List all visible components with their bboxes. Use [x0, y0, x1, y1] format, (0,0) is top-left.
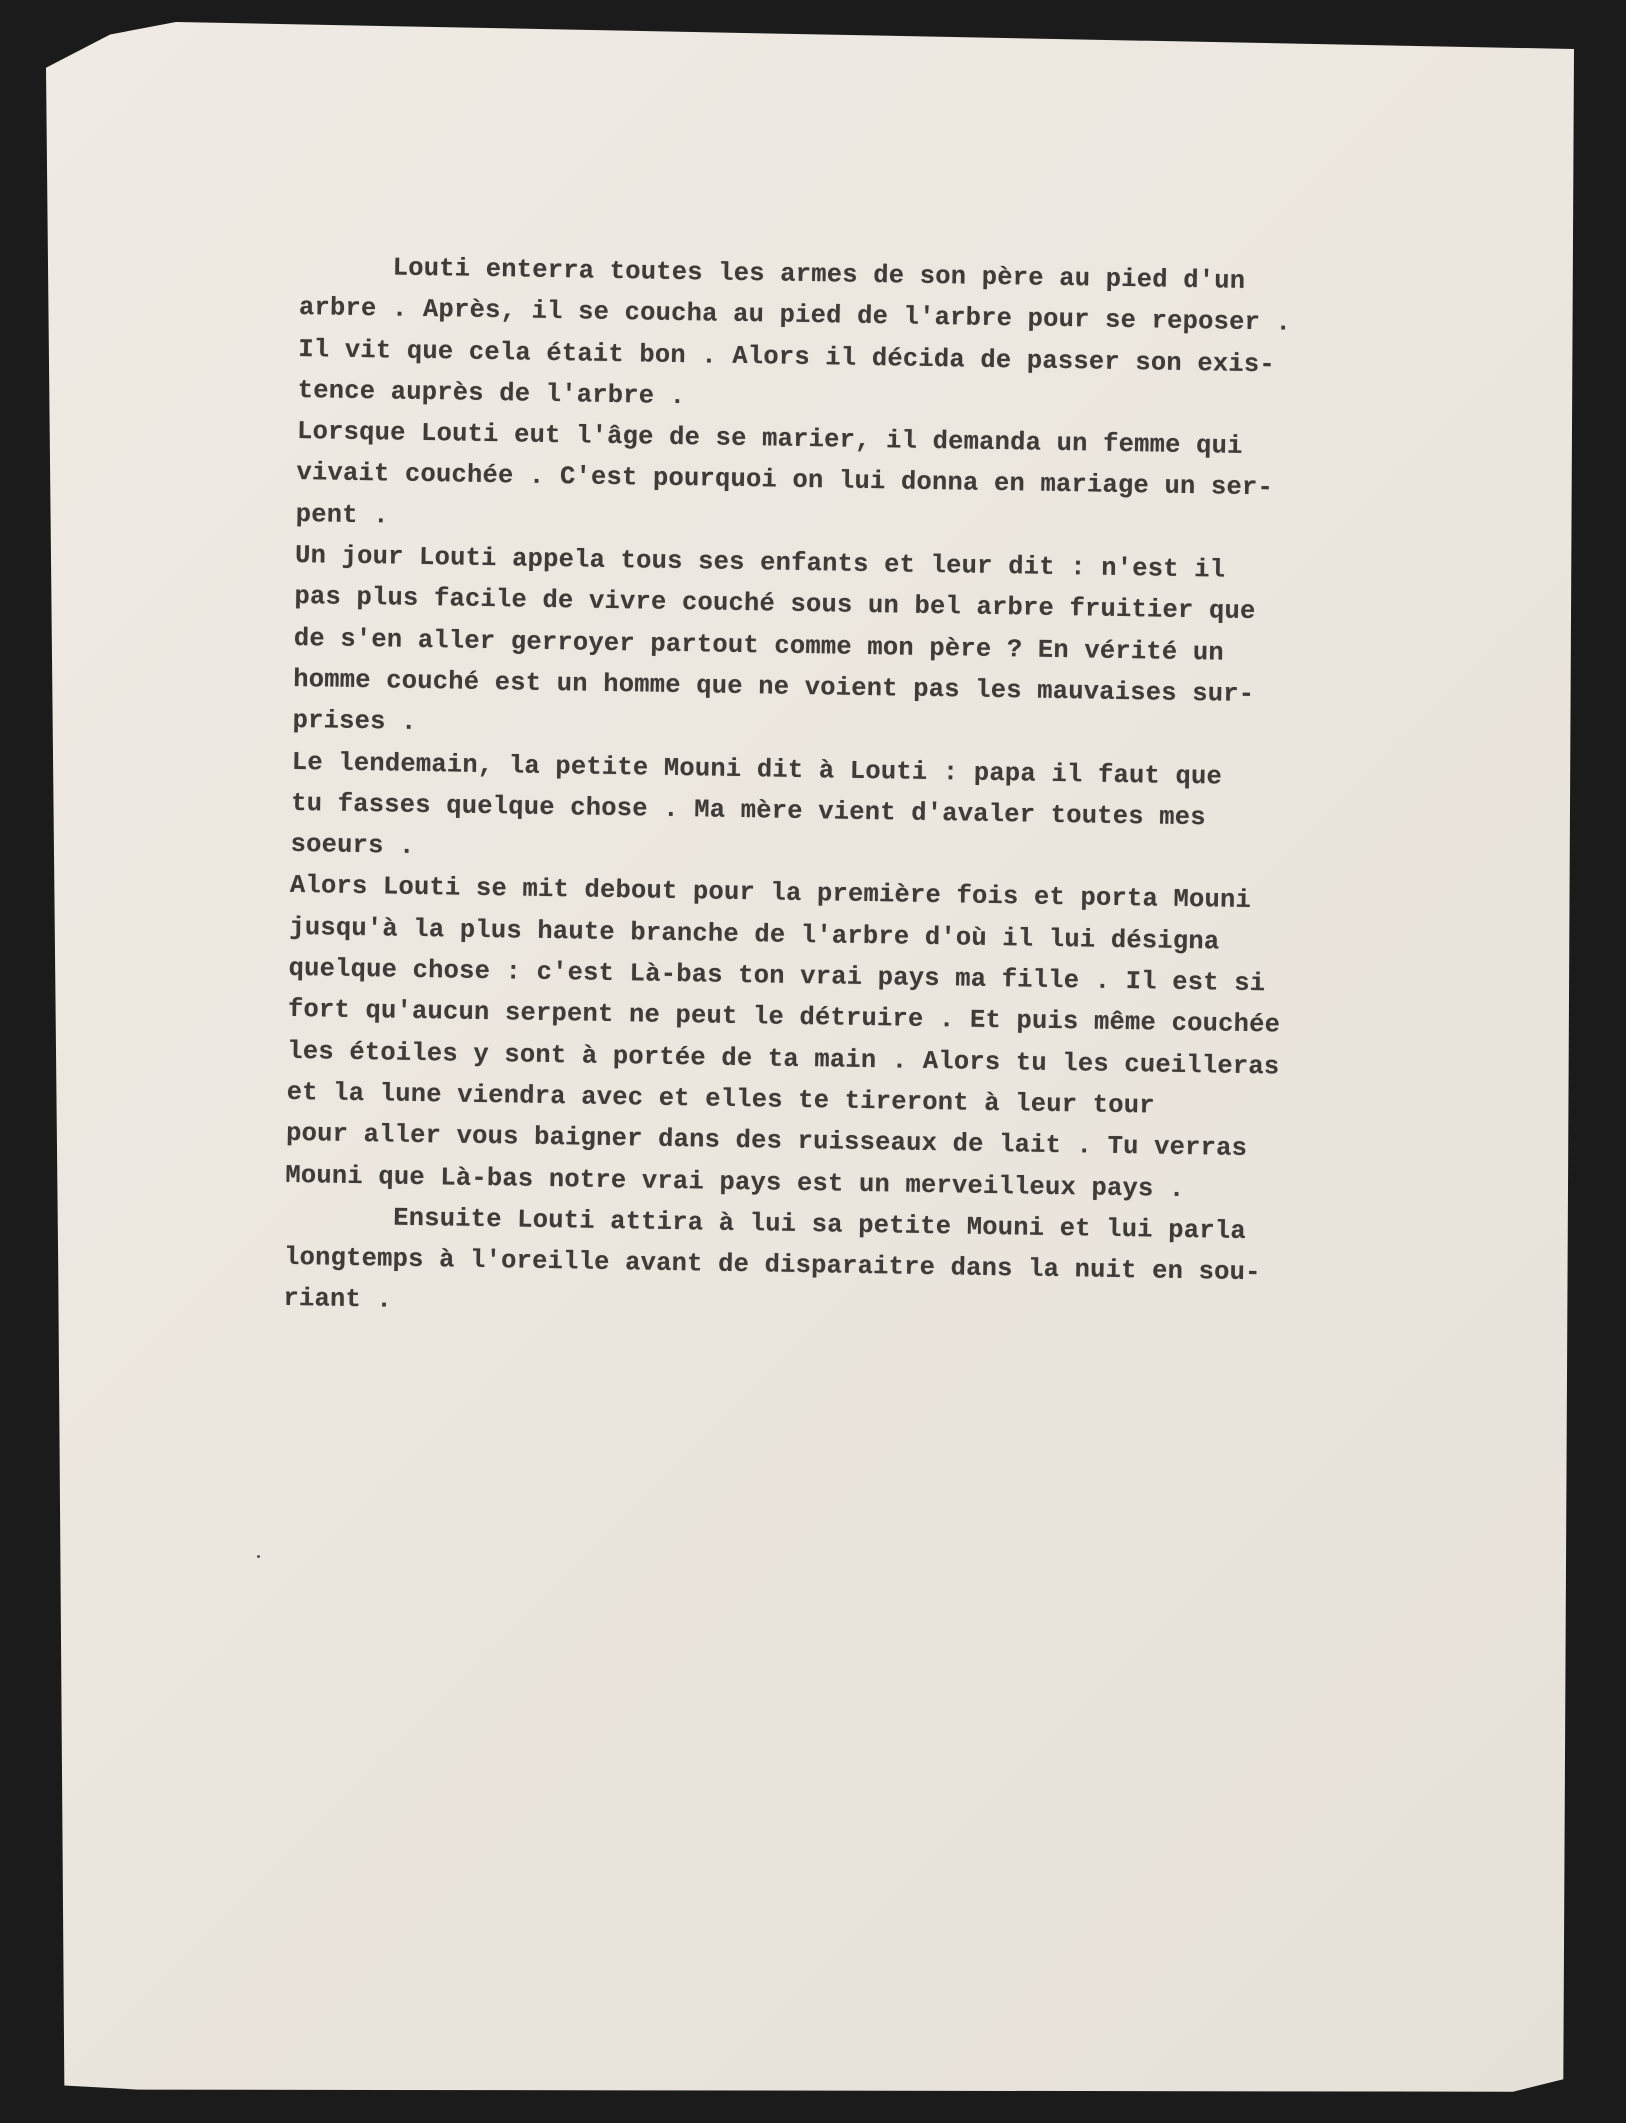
- text-line: pour aller vous baigner dans des ruisseaux de lait . Tu verras: [285, 1119, 1248, 1164]
- text-line: riant .: [283, 1284, 393, 1315]
- text-line: de s'en aller gerroyer partout comme mon père ? En vérité un: [293, 623, 1225, 668]
- text-line: vivait couchée . C'est pourquoi on lui donna en mariage un ser-: [296, 458, 1274, 503]
- text-line: arbre . Après, il se coucha au pied de l'arbre pour se reposer .: [298, 293, 1292, 338]
- text-line: Il vit que cela était bon . Alors il décida de passer son exis-: [298, 334, 1276, 379]
- text-line: Ensuite Louti attira à lui sa petite Mouni et lui parla: [284, 1201, 1247, 1246]
- text-line: longtemps à l'oreille avant de disparaitre dans la nuit en sou-: [283, 1243, 1261, 1288]
- text-line: prises .: [292, 706, 417, 738]
- typewritten-text: [283, 246, 1580, 1340]
- text-line: jusqu'à la plus haute branche de l'arbre d'où il lui désigna: [289, 912, 1220, 957]
- text-line: soeurs .: [290, 830, 415, 862]
- text-line: Louti enterra toutes les armes de son père au pied d'un: [299, 251, 1246, 296]
- text-line: Alors Louti se mit debout pour la première fois et porta Mouni: [289, 871, 1252, 916]
- text-line: homme couché est un homme que ne voient pas les mauvaises sur-: [292, 664, 1255, 710]
- paper-mark: [257, 1555, 260, 1558]
- text-line: tence auprès de l'arbre .: [297, 375, 686, 411]
- text-line: pent .: [295, 499, 390, 531]
- text-line: les étoiles y sont à portée de ta main . Alors tu les cueilleras: [287, 1036, 1280, 1082]
- text-line: Un jour Louti appela tous ses enfants et leur dit : n'est il: [294, 541, 1226, 585]
- text-line: fort qu'aucun serpent ne peut le détruire . Et puis même couchée: [287, 995, 1281, 1040]
- text-line: Lorsque Louti eut l'âge de se marier, il demanda un femme qui: [296, 417, 1243, 462]
- text-line: Le lendemain, la petite Mouni dit à Louti : papa il faut que: [291, 747, 1223, 792]
- text-line: quelque chose : c'est Là-bas ton vrai pays ma fille . Il est si: [288, 953, 1266, 999]
- text-line: tu fasses quelque chose . Ma mère vient d'avaler toutes mes: [291, 788, 1207, 833]
- text-line: et la lune viendra avec et elles te tireront à leur tour: [286, 1077, 1155, 1121]
- text-line: Mouni que Là-bas notre vrai pays est un merveilleux pays .: [285, 1160, 1185, 1204]
- text-line: pas plus facile de vivre couché sous un bel arbre fruitier que: [294, 582, 1256, 627]
